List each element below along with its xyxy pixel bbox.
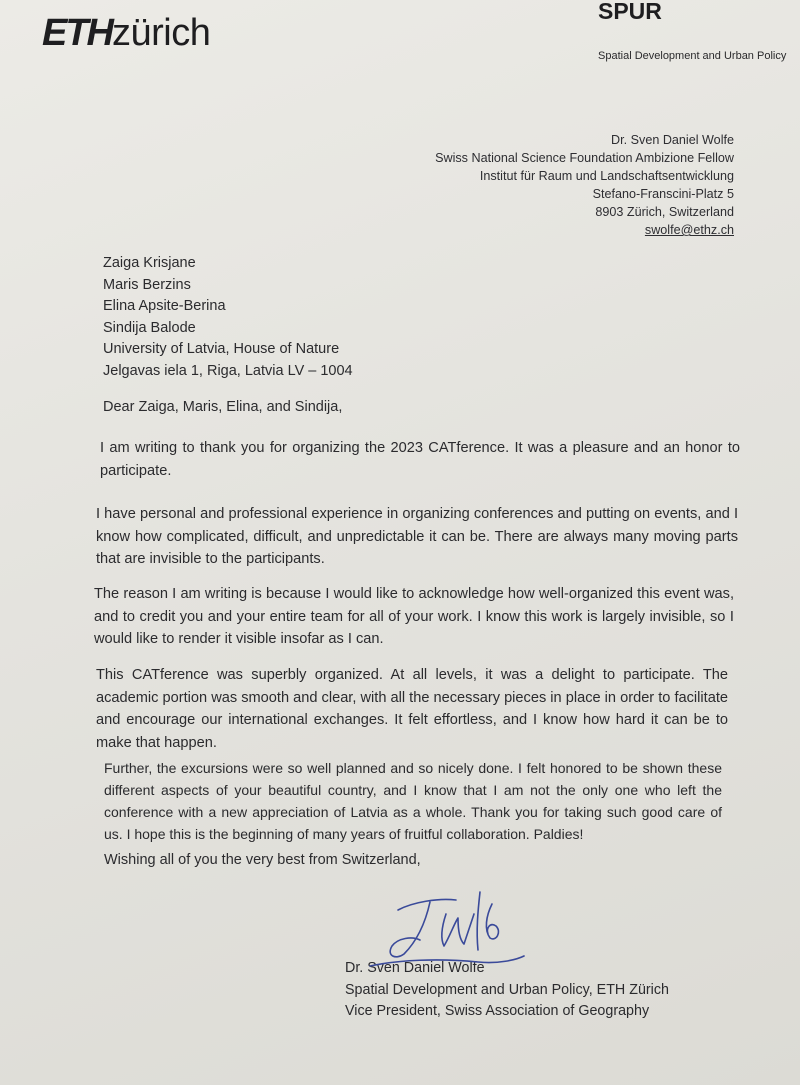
sender-institute: Institut für Raum und Landschaftsentwicklung (479, 169, 734, 183)
recipient-address (103, 253, 353, 382)
sender-city: 8903 Zürich, Switzerland (595, 205, 734, 219)
logo-eth: ETH (42, 12, 112, 54)
sender-address (435, 131, 734, 239)
recipient-line: Jelgavas iela 1, Riga, Latvia LV – 1004 (103, 362, 353, 379)
unit-acronym: SPUR (598, 0, 662, 24)
sender-title: Swiss National Science Foundation Ambizione Fellow (435, 151, 734, 165)
salutation: Dear Zaiga, Maris, Elina, and Sindija, (103, 399, 343, 415)
recipient-line: Zaiga Krisjane (103, 255, 196, 271)
recipient-line: Sindija Balode (103, 319, 196, 336)
logo-zurich: zürich (112, 12, 211, 54)
recipient-line: Maris Berzins (103, 276, 191, 293)
body-paragraph-2: I have personal and professional experience in organizing conferences and putting on events, and I know how complicated, difficult, and unpredictable it can be. There are always many moving parts that are invisible to the participants. (96, 506, 738, 567)
body-paragraph-5: Further, the excursions were so well planned and so nicely done. I felt honored to be shown these different aspects of your beautiful country, and I know that I am not the only one who left the conference with a new appreciation of Latvia as a whole. Thank you for taking such good care of us. I hope this is the beginning of many years of fruitful collaboration. Paldies! (104, 760, 722, 842)
closing: Wishing all of you the very best from Switzerland, (104, 852, 421, 868)
sender-email-link[interactable]: swolfe@ethz.ch (644, 223, 734, 237)
recipient-line: University of Latvia, House of Nature (103, 341, 340, 357)
eth-zurich-logo (42, 12, 210, 55)
signatory-affiliation: Spatial Development and Urban Policy, ETH Zürich (345, 981, 669, 998)
sender-name: Dr. Sven Daniel Wolfe (611, 133, 734, 147)
sender-street: Stefano-Franscini-Platz 5 (592, 187, 734, 201)
body-paragraph-1: I am writing to thank you for organizing the 2023 CATference. It was a pleasure and an honor to participate. (100, 440, 740, 479)
unit-name: Spatial Development and Urban Policy (598, 50, 787, 62)
recipient-line: Elina Apsite-Berina (103, 298, 226, 314)
handwritten-signature (368, 880, 528, 970)
body-paragraph-3: The reason I am writing is because I would like to acknowledge how well-organized this event was, and to credit you and your entire team for all of your work. I know this work is largely invisible, so I would like to render it visible insofar as I can. (94, 586, 734, 647)
body-paragraph-4: This CATference was superbly organized. At all levels, it was a delight to participate. The academic portion was smooth and clear, with all the necessary pieces in place in order to facilitate and encourage our international exchanges. It felt effortless, and I know how hard it can be to make that happen. (96, 667, 728, 751)
signatory-name: Dr. Sven Daniel Wolfe (345, 960, 485, 976)
signatory-role: Vice President, Swiss Association of Geography (345, 1003, 650, 1019)
